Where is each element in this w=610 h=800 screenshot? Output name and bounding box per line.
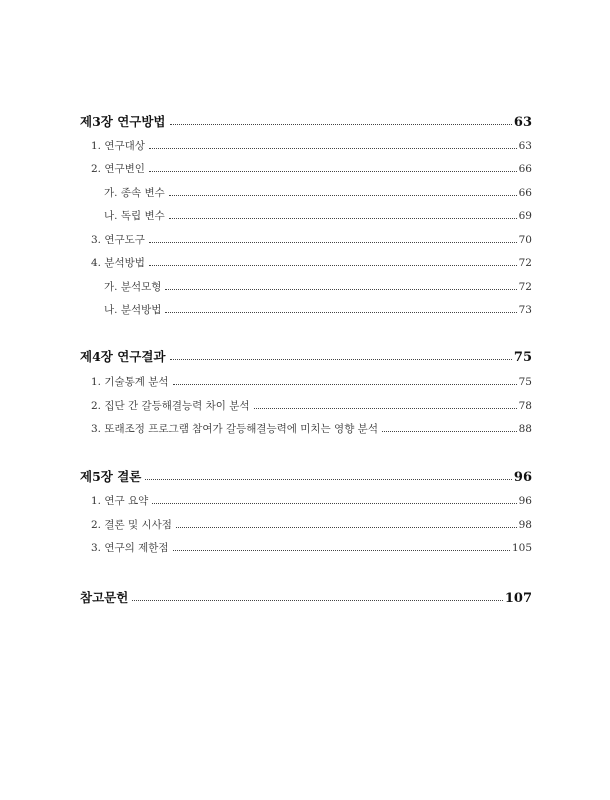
toc-title: 2. 연구변인 xyxy=(91,163,145,175)
toc-leader xyxy=(132,600,503,601)
toc-page: 63 xyxy=(518,140,532,152)
toc-leader xyxy=(254,408,517,409)
toc-chapter-3[interactable] xyxy=(80,112,532,130)
toc-title: 나. 분석방법 xyxy=(104,304,162,316)
toc-page: 72 xyxy=(518,257,532,269)
toc-entry[interactable] xyxy=(91,398,532,413)
toc-chapter-4[interactable] xyxy=(80,347,532,365)
toc-title: 3. 연구도구 xyxy=(91,234,145,246)
toc-entry[interactable] xyxy=(91,138,532,153)
toc-leader xyxy=(165,289,516,290)
toc-title: 4. 분석방법 xyxy=(91,257,145,269)
toc-subentry[interactable] xyxy=(104,185,532,200)
toc-title: 3. 연구의 제한점 xyxy=(91,542,169,554)
toc-page: 105 xyxy=(511,542,532,554)
toc-title: 가. 종속 변수 xyxy=(104,187,165,199)
toc-page: 107 xyxy=(504,591,532,606)
toc-leader xyxy=(149,171,517,172)
toc-page: 88 xyxy=(518,423,532,435)
toc-page: 75 xyxy=(513,350,532,365)
toc-entry[interactable] xyxy=(91,421,532,436)
toc-leader xyxy=(173,384,517,385)
toc-leader xyxy=(170,359,512,360)
toc-leader xyxy=(149,265,517,266)
toc-subentry[interactable] xyxy=(104,302,532,317)
toc-leader xyxy=(149,148,517,149)
toc-leader xyxy=(382,431,517,432)
toc-title: 1. 연구대상 xyxy=(91,140,145,152)
toc-title: 제3장 연구방법 xyxy=(80,114,166,129)
toc-page: 66 xyxy=(518,187,532,199)
toc-leader xyxy=(145,479,512,480)
toc-title: 2. 집단 간 갈등해결능력 차이 분석 xyxy=(91,400,250,412)
toc-page: 73 xyxy=(518,304,532,316)
toc-subentry[interactable] xyxy=(104,279,532,294)
toc-title: 2. 결론 및 시사점 xyxy=(91,519,172,531)
toc-entry[interactable] xyxy=(91,255,532,270)
toc-title: 가. 분석모형 xyxy=(104,281,162,293)
toc-entry[interactable] xyxy=(91,540,532,555)
toc-leader xyxy=(170,124,512,125)
toc-leader xyxy=(149,242,517,243)
toc-page: 72 xyxy=(518,281,532,293)
toc-page: 96 xyxy=(518,495,532,507)
toc-title: 나. 독립 변수 xyxy=(104,210,165,222)
toc-page: 69 xyxy=(518,210,532,222)
toc-page: 75 xyxy=(518,376,532,388)
toc-chapter-5[interactable] xyxy=(80,467,532,485)
toc-entry[interactable] xyxy=(91,161,532,176)
toc-title: 제5장 결론 xyxy=(80,469,142,484)
toc-page: 96 xyxy=(513,470,532,485)
toc-leader xyxy=(173,550,510,551)
toc-leader xyxy=(169,195,517,196)
toc-subentry[interactable] xyxy=(104,208,532,223)
toc-entry[interactable] xyxy=(91,517,532,532)
toc-title: 제4장 연구결과 xyxy=(80,349,166,364)
toc-title: 3. 또래조정 프로그램 참여가 갈등해결능력에 미치는 영향 분석 xyxy=(91,423,378,435)
toc-entry[interactable] xyxy=(91,374,532,389)
toc-page: 63 xyxy=(513,115,532,130)
toc-title: 1. 연구 요약 xyxy=(91,495,149,507)
toc-page: 70 xyxy=(518,234,532,246)
toc-page: 66 xyxy=(518,163,532,175)
toc-entry[interactable] xyxy=(91,232,532,247)
toc-title: 1. 기술통계 분석 xyxy=(91,376,169,388)
toc-leader xyxy=(169,218,517,219)
toc-leader xyxy=(176,527,517,528)
toc-title: 참고문헌 xyxy=(80,590,129,605)
toc-leader xyxy=(152,503,516,504)
toc-page: 78 xyxy=(518,400,532,412)
toc-references[interactable] xyxy=(80,588,532,606)
toc-leader xyxy=(165,312,516,313)
toc-entry[interactable] xyxy=(91,493,532,508)
toc-page: 98 xyxy=(518,519,532,531)
